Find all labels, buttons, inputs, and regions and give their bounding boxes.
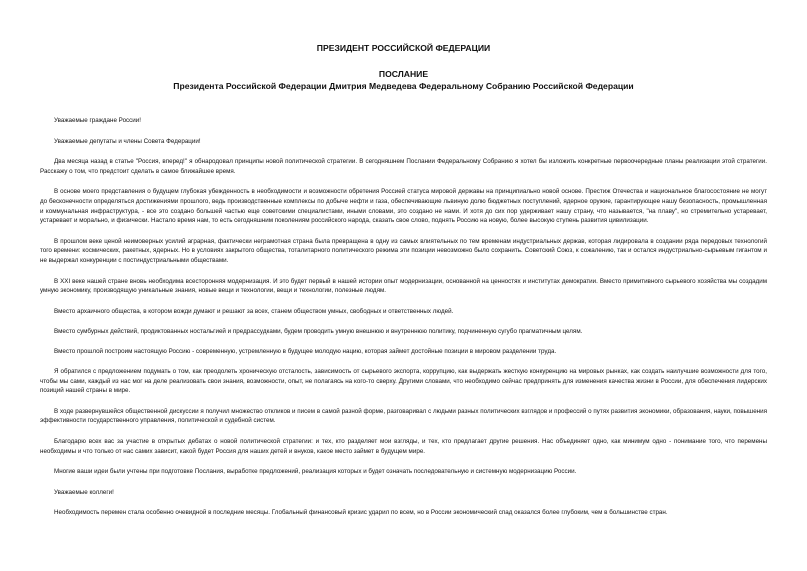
document-title: Президента Российской Федерации Дмитрия Медведева Федеральному Собранию Российской Федерации	[173, 81, 634, 91]
document-heading: ПРЕЗИДЕНТ РОССИЙСКОЙ ФЕДЕРАЦИИ	[316, 43, 491, 53]
paragraph: Вместо сумбурных действий, продиктованных ностальгией и предрассудками, будем проводить умную внешнюю и внутреннюю политику, подчиненную сугубо прагматичным целям.	[54, 327, 583, 335]
paragraph: Благодарю всех вас за участие в открытых дебатах о новой политической стратегии: и тех, кто разделяет мои взгляды, и тех, кто предлагает другие решения. Нас объединяет одно, как минимум одно - понимание того, что перемены необходимы и что только от нас самих зависит, какой будет Россия для наших детей и внуков, какое место займет в будущем мире.	[40, 437, 767, 455]
paragraph: В XXI веке нашей стране вновь необходима всесторонняя модернизация. И это будет первый в нашей истории опыт модернизации, основанной на ценностях и институтах демократии. Вместо примитивного сырьевого хозяйства мы создадим умную экономику, производящую уникальные знания, новые вещи и технологии, вещи и технологии, полезные людям.	[40, 277, 767, 295]
paragraph: Я обратился с предложением подумать о том, как преодолеть хроническую отсталость, зависимость от сырьевого экспорта, коррупцию, как выдержать жесткую конкуренцию на мировых рынках, как создать наилучшие возможности для того, чтобы мы сами, каждый из нас мог на деле реализовать свои знания, возможности, опыт, не полагаясь на кого-то сверху. Другими словами, что необходимо сейчас предпринять для изменения качества жизни в России, для обеспечения лидерских позиций нашей страны в мире.	[40, 368, 767, 395]
paragraph: Два месяца назад в статье "Россия, вперед!" я обнародовал принципы новой политической стратегии. В сегодняшнем Послании Федеральному Собранию я хотел бы изложить конкретные первоочередные планы реализации этой стратегии. Расскажу о том, что предстоит сделать в самое ближайшее время.	[40, 158, 767, 175]
paragraph-greeting-colleagues: Уважаемые коллеги!	[54, 488, 114, 496]
paragraph: Вместо прошлой построим настоящую Россию - современную, устремленную в будущее молодую нацию, которая займет достойные позиции в мировом разделении труда.	[54, 347, 557, 355]
paragraph: Вместо архаичного общества, в котором вожди думают и решают за всех, станем обществом умных, свободных и ответственных людей.	[54, 307, 454, 315]
paragraph-greeting-deputies: Уважаемые депутаты и члены Совета Федерации!	[54, 137, 201, 145]
paragraph: Необходимость перемен стала особенно очевидной в последние месяцы. Глобальный финансовый кризис ударил по всем, но в России экономический спад оказался более глубоким, чем в большинстве стран.	[54, 509, 668, 517]
paragraph: В прошлом веке ценой неимоверных усилий аграрная, фактически неграмотная страна была превращена в одну из самых влиятельных по тем временам индустриальных держав, которая лидировала в создании ряда передовых технологий того времени: космических, ракетных, ядерных. Но в условиях закрытого общества, тоталитарного политического режима эти позиции невозможно было сохранить. Советский Союз, к сожалению, так и остался индустриально-сырьевым гигантом и не выдержал конкуренции с постиндустриальными обществами.	[40, 237, 767, 264]
paragraph: В ходе развернувшейся общественной дискуссии я получил множество откликов и писем в самой разной форме, разговаривал с людьми разных политических взглядов и профессий о путях развития экономики, образования, науки, повышения эффективности государственного управления, политической и судебной систем.	[40, 407, 767, 425]
paragraph: В основе моего представления о будущем глубокая убежденность в необходимости и возможности обретения Россией статуса мировой державы на принципиально новой основе. Престиж Отечества и национальное благосостояние не могут до бесконечности определяться достижениями прошлого, ведь производственные комплексы по добыче нефти и газа, обеспечивающие львиную долю бюджетных поступлений, ядерное оружие, гарантирующее нашу безопасность, промышленная и коммунальная инфраструктура, - все это создано большей частью еще советскими специалистами, иными словами, это создано не нами. И хотя до сих пор удерживает нашу страну, что называется, "на плаву", но стремительно устаревает, устаревает и морально, и физически. Настало время нам, то есть сегодняшним поколениям российского народа, сказать свое слово, поднять Россию на новую, более высокую ступень развития цивилизации.	[40, 188, 767, 225]
paragraph-greeting-citizens: Уважаемые граждане России!	[54, 117, 142, 124]
document-subheading: ПОСЛАНИЕ	[378, 69, 429, 79]
paragraph: Многие ваши идеи были учтены при подготовке Послания, выработке предложений, реализация которых и будет означать последовательную и системную модернизацию России.	[54, 468, 577, 476]
